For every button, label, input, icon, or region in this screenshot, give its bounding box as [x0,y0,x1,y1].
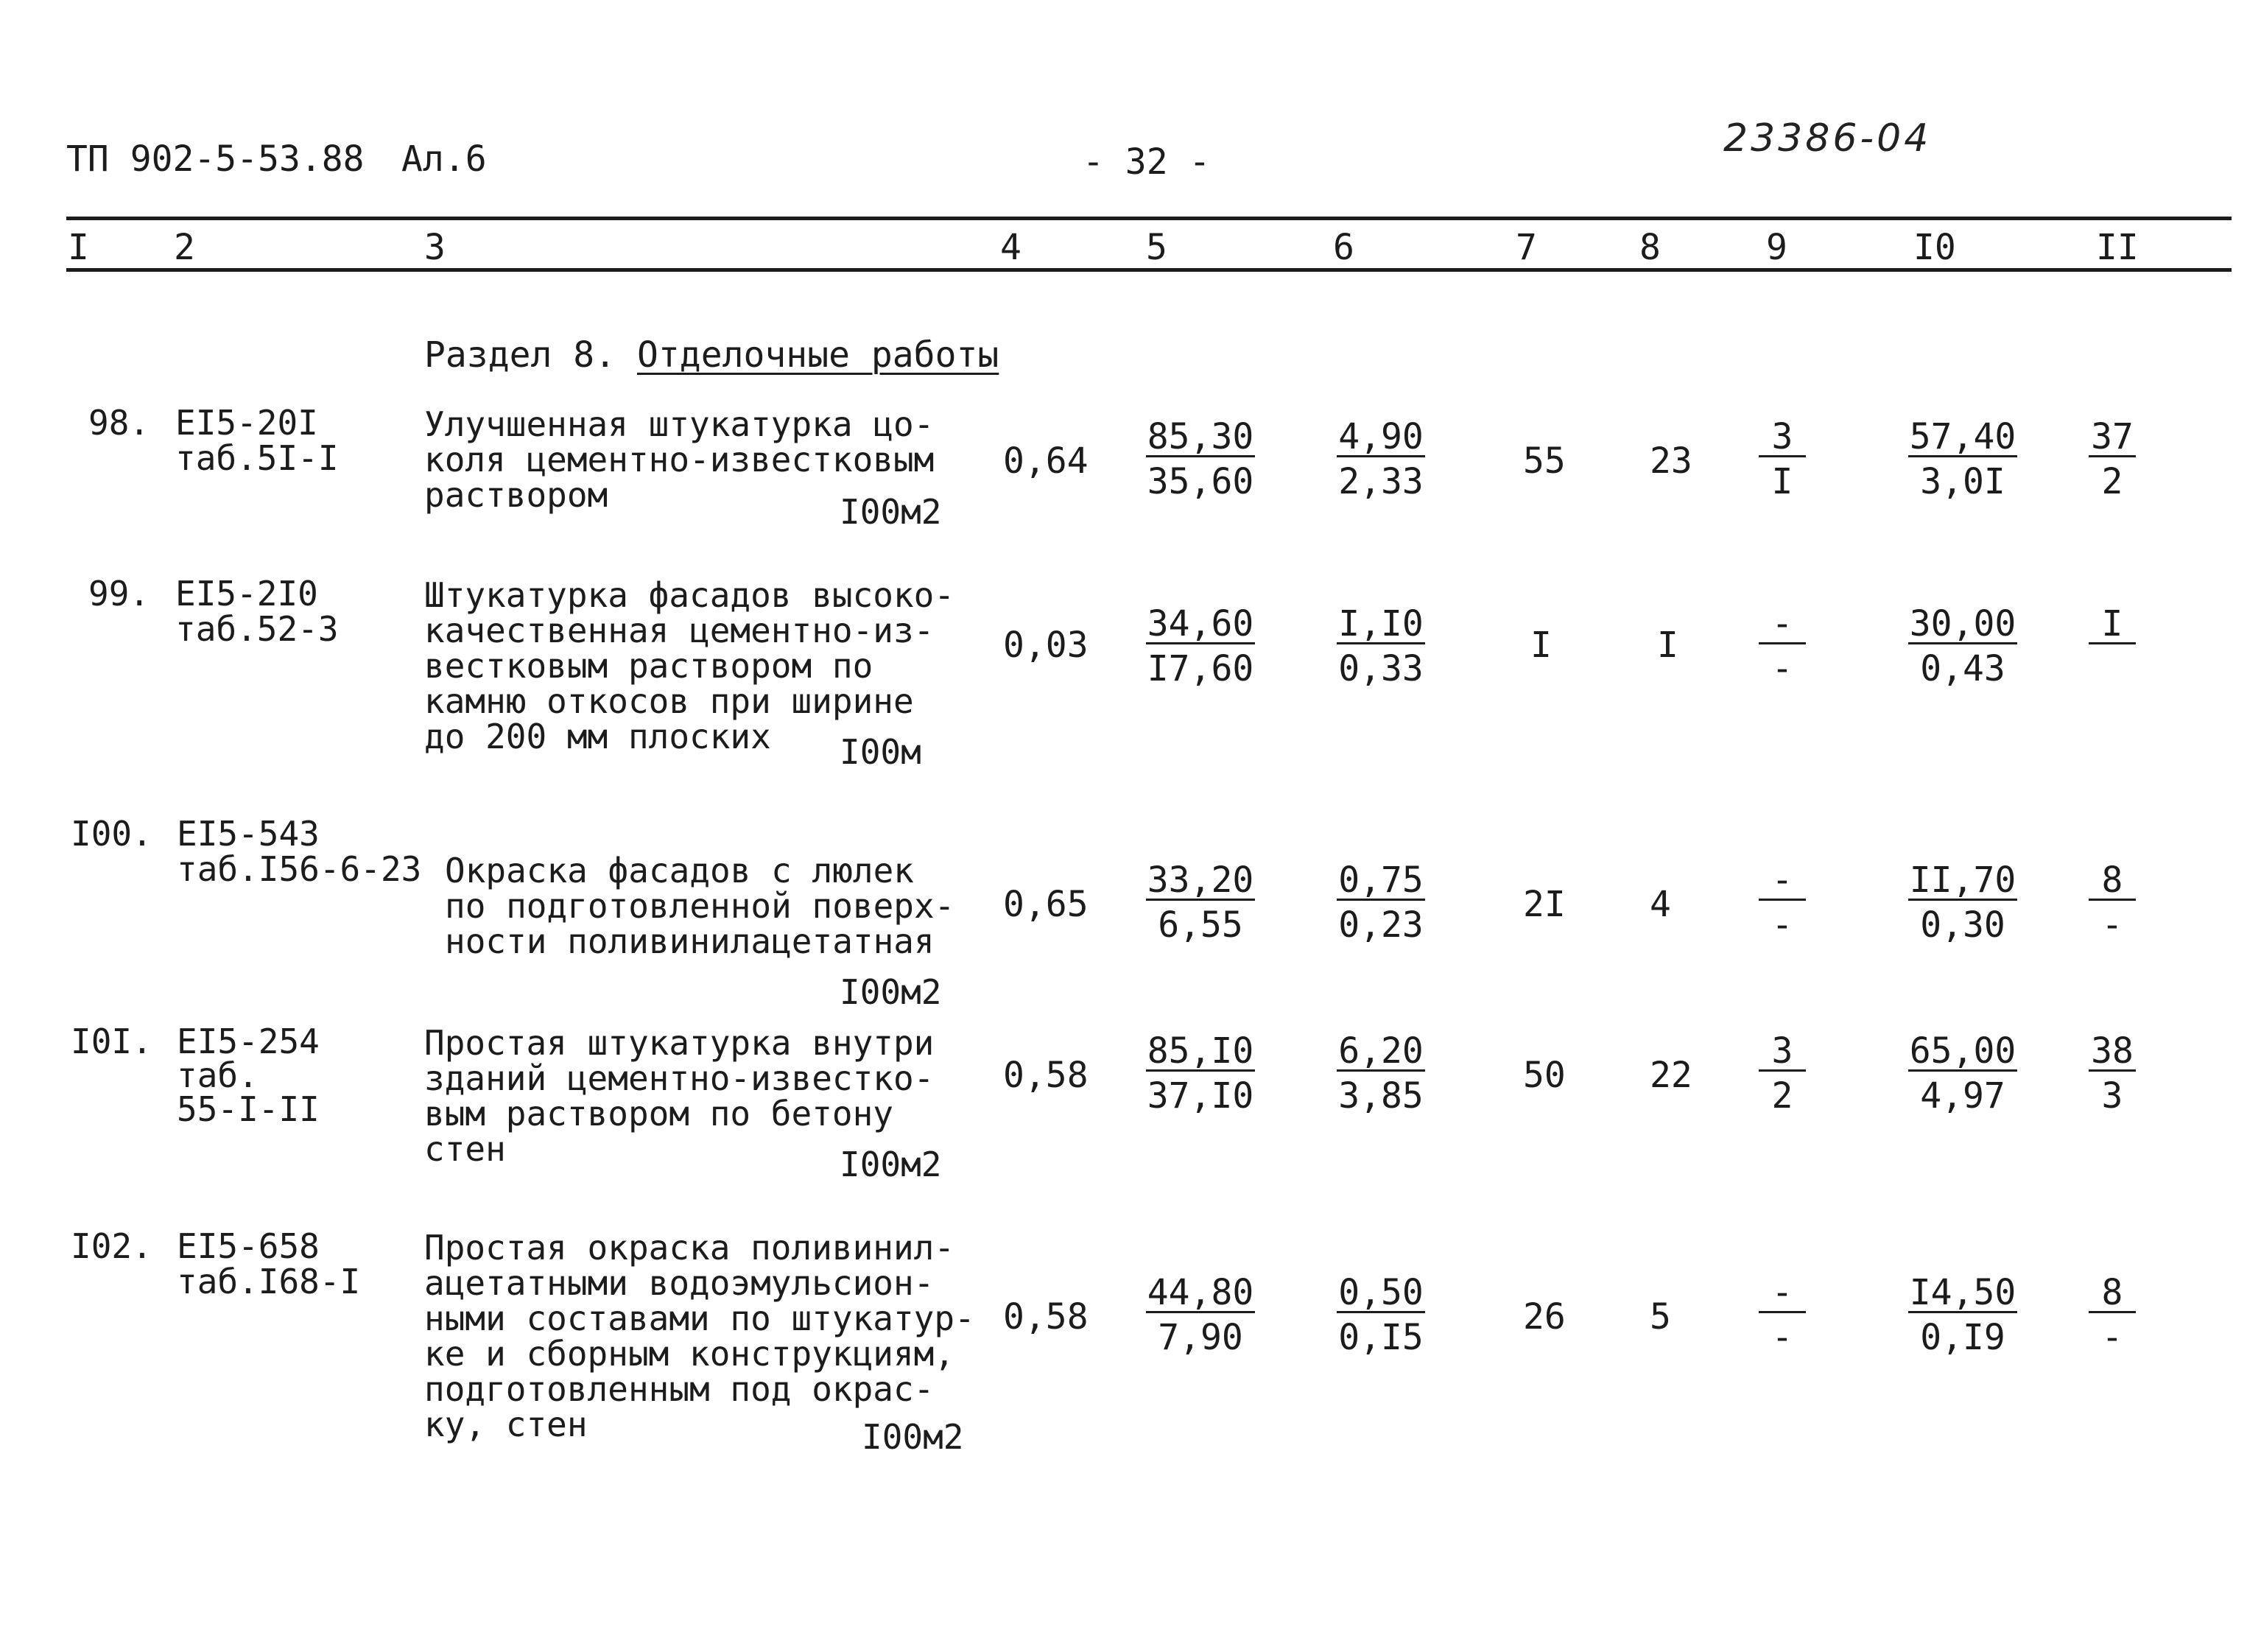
row-col7: 55 [1523,440,1566,482]
desc-line: Простая штукатурка внутри [424,1023,935,1063]
row-number: I02. [71,1226,152,1266]
row-quantity: 0,64 [1003,440,1089,482]
row-quantity: 0,03 [1003,625,1089,666]
row-code: EI5-543 [177,814,320,854]
row-code-table: таб. [177,1055,259,1095]
row-number: I0I. [71,1022,152,1061]
column-header: 2 [174,227,195,268]
row-code-table: таб.I68-I [177,1262,361,1301]
desc-line: коля цементно-известковым [424,440,935,479]
fraction-col5: $\frac{85,I0}{37,I0}$ [1147,1030,1254,1117]
fraction-col5: $\frac{44,80}{7,90}$ [1147,1272,1254,1358]
row-number: I00. [71,814,152,854]
row-code-table: таб.I56-6-23 [177,849,422,889]
fraction-col9: $\frac{3}{2}$ [1745,1033,1819,1114]
desc-line: вым раствором по бетону [424,1094,893,1133]
row-code: EI5-2I0 [175,574,318,614]
column-header: I [68,227,89,268]
row-quantity: 0,58 [1003,1296,1089,1338]
desc-line: до 200 мм плоских [424,717,771,756]
row-col8: 5 [1650,1296,1671,1338]
album-label: Ал.6 [401,138,487,180]
desc-line: ности поливинилацетатная [445,921,935,961]
fraction-col10: $\frac{II,70}{0,30}$ [1909,860,2016,946]
desc-line: камню откосов при ширине [424,681,914,721]
row-quantity: 0,58 [1003,1055,1089,1096]
desc-line: ку, стен [424,1405,588,1444]
fraction-col11: $\frac{37}{2}$ [2075,418,2149,500]
fraction-col9: - - [1745,862,1819,943]
desc-line: стен [424,1129,506,1169]
fraction-col9: - - [1745,1274,1819,1356]
section-heading [424,334,999,376]
fraction-col6: $\frac{4,90}{2,33}$ [1338,416,1424,502]
row-unit: I00м [840,732,921,772]
row-col7: I [1530,625,1552,666]
row-number: 98. [88,403,150,443]
header-bottom-rule [66,268,2232,272]
row-col8: 22 [1650,1055,1692,1096]
row-code: EI5-658 [177,1226,320,1266]
section-prefix: Раздел 8. [424,334,616,376]
row-unit: I00м2 [840,492,942,532]
row-description [424,577,954,754]
column-header: 4 [1000,227,1022,268]
row-code: EI5-254 [177,1022,320,1061]
fraction-col10: $\frac{57,40}{3,0I}$ [1909,416,2016,502]
fraction-col11: 8 - [2075,862,2149,943]
column-header: 5 [1146,227,1167,268]
desc-line: Штукатурка фасадов высоко- [424,575,955,615]
fraction-col5: $\frac{34,60}{I7,60}$ [1147,603,1254,689]
desc-line: подготовленным под окрас- [424,1369,935,1409]
column-header: 3 [424,227,446,268]
desc-line: зданий цементно-известко- [424,1058,935,1098]
section-title: Отделочные работы [637,334,999,376]
row-col7: 2I [1523,884,1566,925]
desc-line: ке и сборным конструкциям, [424,1334,955,1374]
desc-line: вестковым раствором по [424,646,873,686]
row-code-table-no: 55-I-II [177,1089,320,1129]
row-number: 99. [88,574,150,614]
column-header: 8 [1639,227,1661,268]
column-header: 9 [1766,227,1787,268]
column-header: II [2096,227,2139,268]
row-col8: I [1657,625,1678,666]
row-description [424,1230,975,1442]
fraction-col9: $\frac{3}{I}$ [1745,418,1819,500]
fraction-col11: 8 - [2075,1274,2149,1356]
fraction-col6: $\frac{I,I0}{0,33}$ [1338,603,1424,689]
desc-line: качественная цементно-из- [424,611,935,650]
fraction-col10: $\frac{30,00}{0,43}$ [1909,603,2016,689]
fraction-col11: I [2075,605,2149,650]
row-unit: I00м2 [840,972,942,1012]
doc-code: ТП 902-5-53.88 [66,138,365,180]
row-unit: I00м2 [840,1145,942,1184]
header-top-rule [66,217,2232,220]
desc-line: ными составами по штукатур- [424,1298,975,1338]
row-code: EI5-20I [175,403,318,443]
column-header: 6 [1333,227,1354,268]
fraction-col10: $\frac{I4,50}{0,I9}$ [1909,1272,2016,1358]
fraction-col6: $\frac{0,75}{0,23}$ [1338,860,1424,946]
row-code-table: таб.5I-I [175,438,339,478]
desc-line: по подготовленной поверх- [445,886,955,926]
desc-line: Простая окраска поливинил- [424,1228,955,1268]
fraction-col9: - - [1745,605,1819,687]
row-col8: 4 [1650,884,1671,925]
fraction-col11: $\frac{38}{3}$ [2075,1033,2149,1114]
row-description [445,853,954,959]
page-number: - 32 - [1083,141,1211,183]
fraction-col6: $\frac{6,20}{3,85}$ [1338,1030,1424,1117]
inventory-number: 23386-04 [1723,116,1932,161]
column-header: I0 [1913,227,1956,268]
row-col7: 50 [1523,1055,1566,1096]
fraction-col6: $\frac{0,50}{0,I5}$ [1338,1272,1424,1358]
desc-line: ацетатными водоэмульсион- [424,1263,935,1303]
fraction-col5: $\frac{33,20}{6,55}$ [1147,860,1254,946]
row-code-table: таб.52-3 [175,609,339,649]
column-header: 7 [1516,227,1537,268]
row-quantity: 0,65 [1003,884,1089,925]
row-col8: 23 [1650,440,1692,482]
desc-line: Окраска фасадов с люлек [445,851,914,890]
fraction-col10: $\frac{65,00}{4,97}$ [1909,1030,2016,1117]
desc-line: Улучшенная штукатурка цо- [424,404,935,444]
desc-line: раствором [424,475,608,515]
row-col7: 26 [1523,1296,1566,1338]
fraction-col5: $\frac{85,30}{35,60}$ [1147,416,1254,502]
row-unit: I00м2 [862,1417,964,1457]
